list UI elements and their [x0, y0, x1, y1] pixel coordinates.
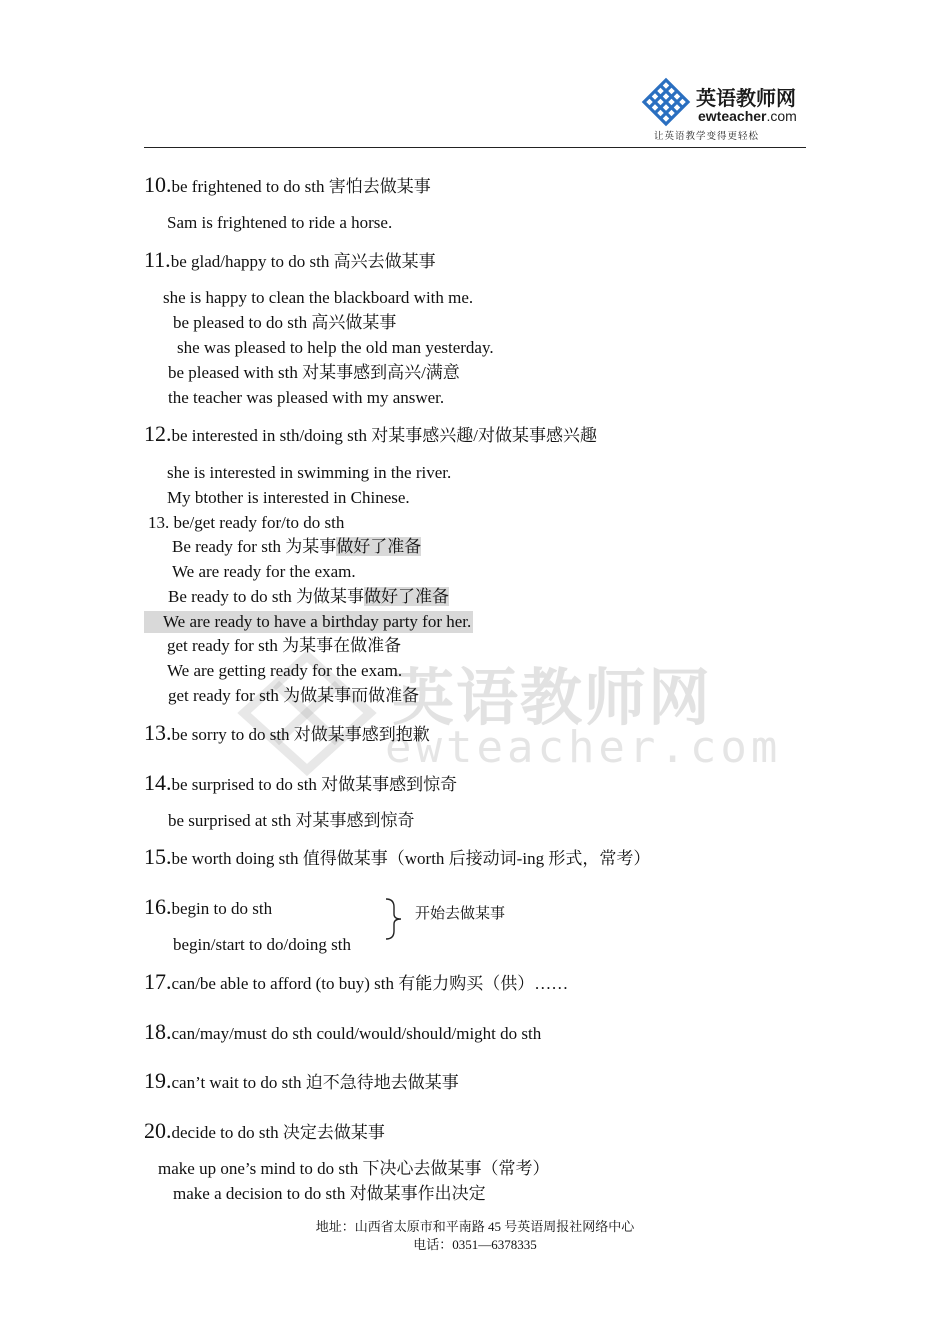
entry-13-ready: 13. be/get ready for/to do sth	[148, 513, 345, 532]
highlighted-text: 做好了准备	[336, 537, 422, 556]
example-line: she is happy to clean the blackboard with me.	[163, 288, 474, 307]
sub-phrase-line: Be ready for sth 为某事做好了准备	[172, 537, 422, 556]
entry-12: 12.be interested in sth/doing sth 对某事感兴趣/对做某事感兴趣	[144, 421, 597, 446]
sub-phrase-line: be pleased with sth 对某事感到高兴/满意	[168, 363, 460, 382]
right-brace-icon	[382, 897, 406, 941]
brace-annotation: 开始去做某事	[415, 906, 506, 922]
entry-11: 11.be glad/happy to do sth 高兴去做某事	[144, 247, 436, 272]
logo-chinese-name: 英语教师网	[696, 86, 796, 110]
footer-phone: 电话：0351—6378335	[413, 1237, 537, 1252]
watermark-chinese: 英语教师网	[392, 661, 713, 734]
example-line: We are getting ready for the exam.	[167, 661, 403, 680]
highlighted-text: 做好了准备	[363, 587, 449, 606]
logo-tagline: 让英语教学变得更轻松	[654, 131, 760, 142]
sub-phrase-line: be pleased to do sth 高兴做某事	[173, 313, 397, 332]
watermark-english: ewteacher.com	[385, 722, 782, 773]
entry-10: 10.be frightened to do sth 害怕去做某事	[144, 172, 431, 197]
entry-20: 20.decide to do sth 决定去做某事	[144, 1118, 385, 1143]
entry-19: 19.can’t wait to do sth 迫不急待地去做某事	[144, 1068, 459, 1093]
example-line: My btother is interested in Chinese.	[167, 488, 410, 507]
sub-phrase-line: be surprised at sth 对某事感到惊奇	[168, 811, 415, 830]
footer-address: 地址：山西省太原市和平南路 45 号英语周报社网络中心	[315, 1219, 635, 1234]
sub-phrase-line: make a decision to do sth 对做某事作出决定	[173, 1184, 486, 1203]
entry-17: 17.can/be able to afford (to buy) sth 有能力购买（供）……	[144, 969, 569, 994]
sub-phrase-line: get ready for sth 为做某事而做准备	[168, 686, 420, 705]
example-line: she was pleased to help the old man yesterday.	[177, 338, 494, 357]
sub-phrase-line: Be ready to do sth 为做某事做好了准备	[168, 587, 449, 606]
entry-18: 18.can/may/must do sth could/would/should/might do sth	[144, 1019, 542, 1044]
entry-13-sorry: 13.be sorry to do sth 对做某事感到抱歉	[144, 720, 430, 745]
example-line: We are ready for the exam.	[172, 562, 356, 581]
example-line: she is interested in swimming in the river.	[167, 463, 452, 482]
highlighted-example-line: We are ready to have a birthday party for her.	[144, 611, 473, 633]
sub-phrase-line: begin/start to do/doing sth	[173, 935, 352, 954]
header-divider	[144, 147, 806, 148]
entry-14: 14.be surprised to do sth 对做某事感到惊奇	[144, 770, 458, 795]
entry-15: 15.be worth doing sth 值得做某事（worth 后接动词-ing 形式，常考）	[144, 844, 651, 869]
logo-domain: ewteacher.com	[698, 108, 797, 124]
site-logo[interactable]	[640, 76, 810, 146]
logo-lattice-icon	[640, 76, 692, 128]
sub-phrase-line: make up one’s mind to do sth 下决心去做某事（常考）	[158, 1159, 550, 1178]
example-line: Sam is frightened to ride a horse.	[167, 213, 393, 232]
example-line: the teacher was pleased with my answer.	[168, 388, 445, 407]
entry-16: 16.begin to do sth	[144, 894, 273, 919]
sub-phrase-line: get ready for sth 为某事在做准备	[167, 636, 402, 655]
